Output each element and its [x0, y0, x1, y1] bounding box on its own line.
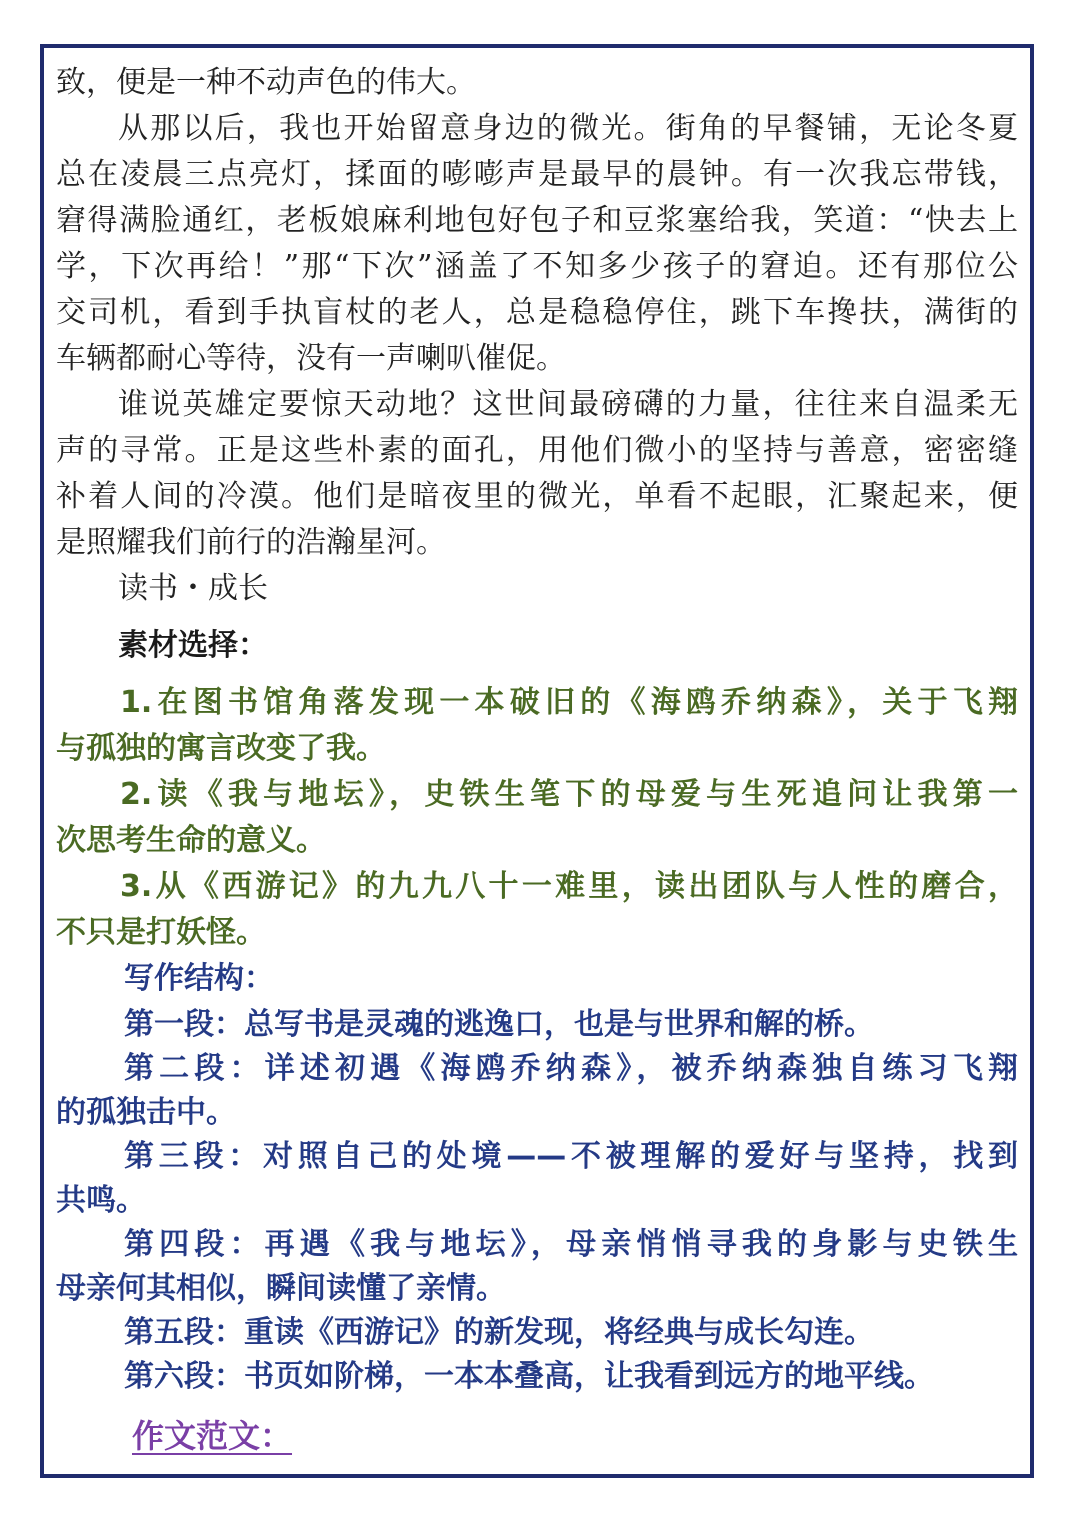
structure-paragraph-4: 第四段：再遇《我与地坛》，母亲悄悄寻我的身影与史铁生: [124, 1227, 1018, 1262]
essay-line: 是照耀我们前行的浩瀚星河。: [56, 525, 446, 560]
section-heading-structure: 写作结构：: [124, 961, 274, 996]
structure-paragraph-1: 第一段：总写书是灵魂的逃逸口，也是与世界和解的桥。: [124, 1007, 874, 1042]
material-item-1: 1.在图书馆角落发现一本破旧的《海鸥乔纳森》，关于飞翔: [120, 685, 1018, 720]
structure-paragraph-2-cont: 的孤独击中。: [56, 1095, 236, 1130]
essay-line: 致，便是一种不动声色的伟大。: [56, 65, 476, 100]
material-item-1-cont: 与孤独的寓言改变了我。: [56, 731, 386, 766]
page-frame: [40, 44, 1034, 1478]
essay-line: 谁说英雄定要惊天动地？这世间最磅礴的力量，往往来自温柔无: [118, 387, 1018, 422]
material-item-3-cont: 不只是打妖怪。: [56, 915, 266, 950]
essay-line: 从那以后，我也开始留意身边的微光。街角的早餐铺，无论冬夏: [118, 111, 1018, 146]
essay-line: 车辆都耐心等待，没有一声喇叭催促。: [56, 341, 566, 376]
structure-paragraph-3: 第三段：对照自己的处境——不被理解的爱好与坚持，找到: [124, 1139, 1018, 1174]
essay-line: 学，下次再给！”那“下次”涵盖了不知多少孩子的窘迫。还有那位公: [56, 249, 1018, 284]
structure-paragraph-4-cont: 母亲何其相似，瞬间读懂了亲情。: [56, 1271, 506, 1306]
structure-paragraph-3-cont: 共鸣。: [56, 1183, 146, 1218]
topic-heading: 读书・成长: [118, 571, 268, 606]
essay-line: 声的寻常。正是这些朴素的面孔，用他们微小的坚持与善意，密密缝: [56, 433, 1018, 468]
structure-paragraph-5: 第五段：重读《西游记》的新发现，将经典与成长勾连。: [124, 1315, 874, 1350]
essay-line: 补着人间的冷漠。他们是暗夜里的微光，单看不起眼，汇聚起来，便: [56, 479, 1018, 514]
essay-line: 窘得满脸通红，老板娘麻利地包好包子和豆浆塞给我，笑道：“快去上: [56, 203, 1018, 238]
material-item-3: 3.从《西游记》的九九八十一难里，读出团队与人性的磨合，: [120, 869, 1018, 904]
section-heading-sample-essay: 作文范文：: [132, 1417, 293, 1455]
material-item-2: 2.读《我与地坛》，史铁生笔下的母爱与生死追问让我第一: [120, 777, 1018, 812]
material-item-2-cont: 次思考生命的意义。: [56, 823, 326, 858]
section-heading-material: 素材选择：: [118, 628, 268, 663]
essay-line: 总在凌晨三点亮灯，揉面的嘭嘭声是最早的晨钟。有一次我忘带钱，: [56, 157, 1018, 192]
structure-paragraph-2: 第二段：详述初遇《海鸥乔纳森》，被乔纳森独自练习飞翔: [124, 1051, 1018, 1086]
essay-line: 交司机，看到手执盲杖的老人，总是稳稳停住，跳下车搀扶，满街的: [56, 295, 1018, 330]
structure-paragraph-6: 第六段：书页如阶梯，一本本叠高，让我看到远方的地平线。: [124, 1359, 934, 1394]
